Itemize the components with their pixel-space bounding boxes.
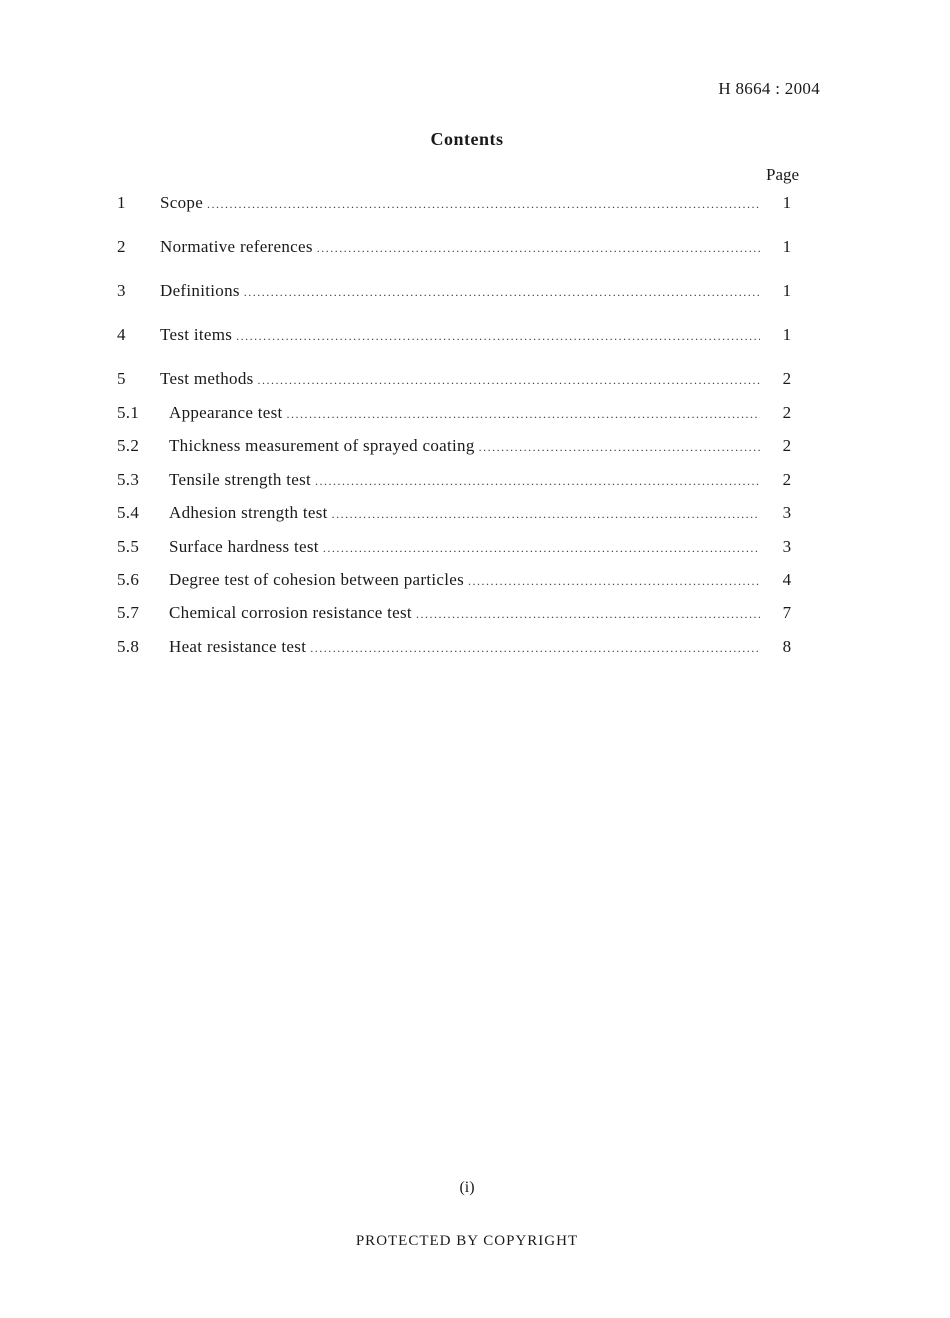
toc-entry-number: 5.2 [117,436,140,455]
toc-entry-page: 1 [782,193,792,212]
toc-entry-title: Definitions [160,281,240,300]
document-id: H 8664 : 2004 [718,79,820,98]
dot-leader [323,537,760,559]
toc-entry-page: 2 [782,470,792,489]
dot-leader [315,470,760,492]
toc-entry-title: Tensile strength test [169,470,312,489]
toc-entry-1[interactable] [117,192,807,214]
toc-entry-page: 4 [782,570,792,589]
copyright-notice: PROTECTED BY COPYRIGHT [355,1233,579,1249]
toc-entry-page: 2 [782,369,792,388]
toc-entry-number: 5.1 [117,403,140,422]
dot-leader [310,637,760,659]
toc-entry-4[interactable] [117,324,807,346]
dot-leader [416,603,760,625]
toc-entry-page: 3 [782,503,792,522]
toc-entry-5[interactable] [117,368,807,390]
toc-entry-number: 3 [117,281,126,300]
page-title: Contents [430,129,504,149]
toc-entry-2[interactable] [117,236,807,258]
toc-entry-number: 2 [117,237,126,256]
toc-entry-page: 1 [782,237,792,256]
toc-entry-title: Surface hardness test [169,537,319,556]
toc-entry-5-6[interactable] [117,569,807,591]
page-column-header: Page [766,165,800,184]
toc-entry-5-5[interactable] [117,536,807,558]
dot-leader [244,281,760,303]
dot-leader [479,436,760,458]
dot-leader [258,369,760,391]
toc-entry-title: Appearance test [169,403,283,422]
dot-leader [287,403,760,425]
dot-leader [236,325,760,347]
toc-entry-5-7[interactable] [117,602,807,624]
toc-entry-title: Heat resistance test [169,637,307,656]
toc-entry-3[interactable] [117,280,807,302]
toc-entry-page: 1 [782,325,792,344]
toc-entry-title: Thickness measurement of sprayed coating [169,436,475,455]
toc-entry-number: 5.7 [117,603,140,622]
toc-entry-page: 2 [782,436,792,455]
toc-entry-page: 2 [782,403,792,422]
toc-entry-title: Chemical corrosion resistance test [169,603,412,622]
toc-entry-5-4[interactable] [117,502,807,524]
dot-leader [317,237,760,259]
toc-entry-page: 1 [782,281,792,300]
toc-entry-page: 8 [782,637,792,656]
toc-entry-5-1[interactable] [117,402,807,424]
page-folio: (i) [459,1179,475,1196]
toc-entry-title: Degree test of cohesion between particles [169,570,465,589]
toc-entry-number: 5 [117,369,126,388]
toc-entry-page: 7 [782,603,792,622]
toc-entry-5-3[interactable] [117,469,807,491]
toc-entry-5-2[interactable] [117,435,807,457]
toc-entry-title: Scope [160,193,204,212]
toc-entry-page: 3 [782,537,792,556]
toc-entry-title: Normative references [160,237,313,256]
toc-entry-title: Adhesion strength test [169,503,328,522]
toc-entry-number: 1 [117,193,126,212]
toc-entry-number: 5.4 [117,503,140,522]
toc-entry-5-8[interactable] [117,636,807,658]
dot-leader [332,503,760,525]
toc-entry-number: 5.3 [117,470,140,489]
toc-entry-number: 5.8 [117,637,140,656]
toc-entry-number: 5.5 [117,537,140,556]
toc-entry-number: 5.6 [117,570,140,589]
toc-entry-title: Test items [160,325,233,344]
dot-leader [207,193,760,215]
toc-entry-title: Test methods [160,369,254,388]
dot-leader [468,570,760,592]
toc-entry-number: 4 [117,325,126,344]
